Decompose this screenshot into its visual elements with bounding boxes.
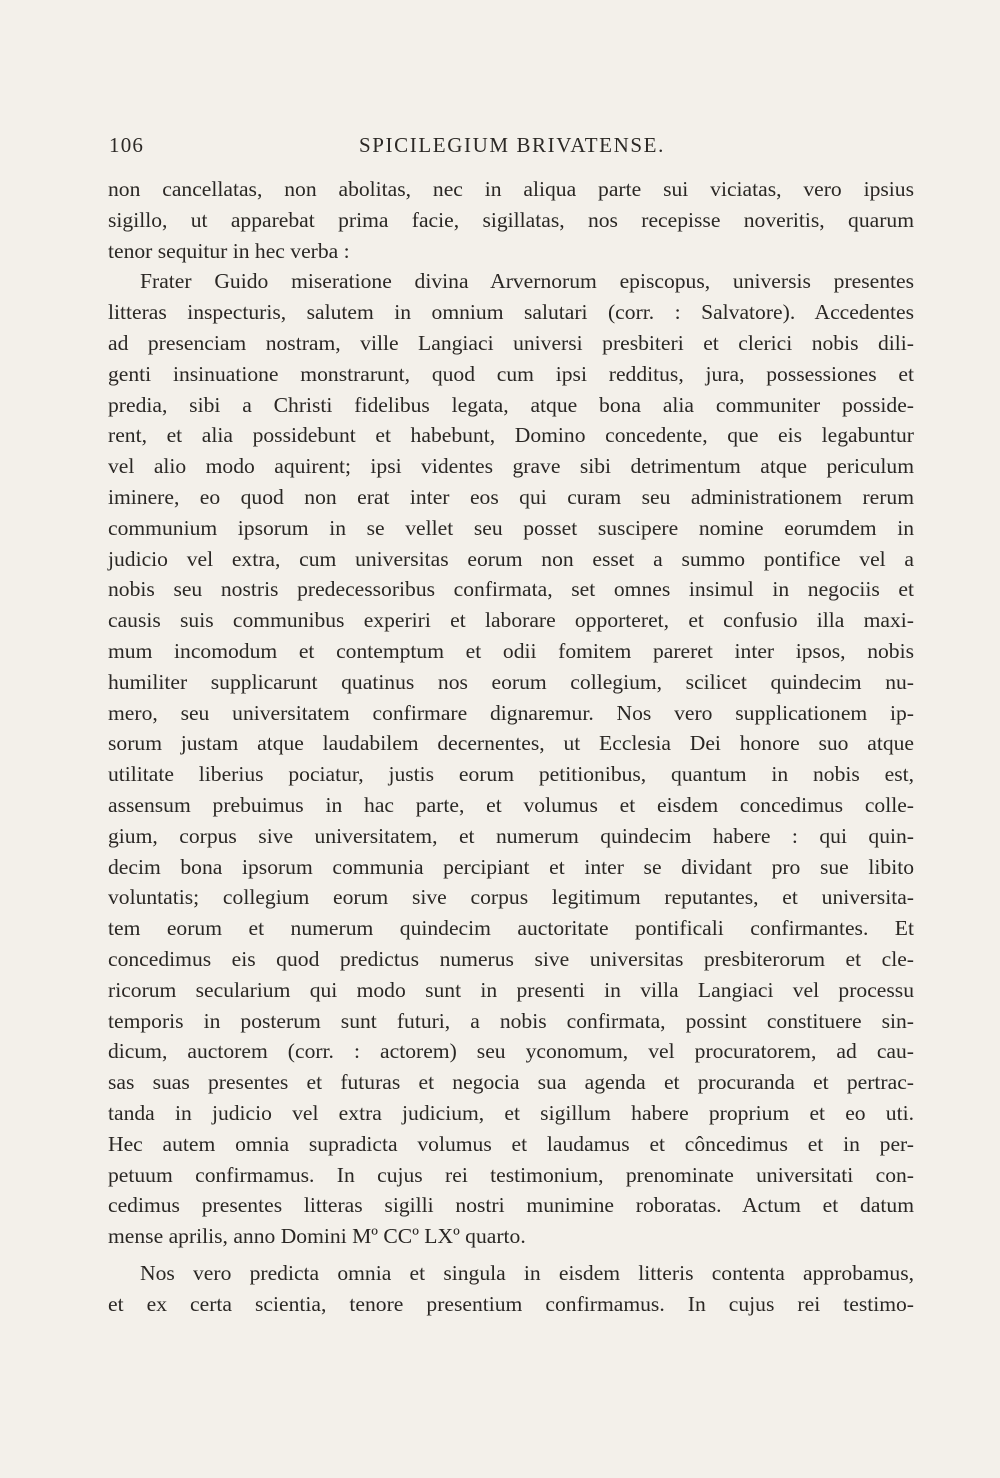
- text-line: ad presenciam nostram, ville Langiaci universi presbiteri et clerici nobis dili-: [108, 330, 914, 355]
- text-line: petuum confirmamus. In cujus rei testimonium, prenominate universitati con-: [108, 1162, 914, 1187]
- text-line: mum incomodum et contemptum et odii fomitem pareret inter ipsos, nobis: [108, 638, 914, 663]
- text-line: concedimus eis quod predictus numerus sive universitas presbiterorum et cle-: [108, 946, 914, 971]
- text-line: mero, seu universitatem confirmare dignaremur. Nos vero supplicationem ip-: [108, 700, 914, 725]
- text-line: humiliter supplicarunt quatinus nos eorum collegium, scilicet quindecim nu-: [108, 669, 914, 694]
- text-line: gium, corpus sive universitatem, et numerum quindecim habere : qui quin-: [108, 823, 914, 848]
- text-line: genti insinuatione monstrarunt, quod cum ipsi redditus, jura, possessiones et: [108, 361, 914, 386]
- text-line: decim bona ipsorum communia percipiant et inter se dividant pro sue libito: [108, 854, 914, 879]
- text-line: mense aprilis, anno Domini Mº CCº LXº quarto.: [108, 1224, 526, 1249]
- text-line: Hec autem omnia supradicta volumus et laudamus et côncedimus et in per-: [108, 1131, 914, 1156]
- text-line: dicum, auctorem (corr. : actorem) seu yconomum, vel procuratorem, ad cau-: [108, 1039, 914, 1064]
- text-line: nobis seu nostris predecessoribus confirmata, set omnes insimul in negociis et: [108, 577, 914, 602]
- paragraph-start-line: Frater Guido miseratione divina Arvernorum episcopus, universis presentes: [140, 269, 914, 294]
- text-line: tanda in judicio vel extra judicium, et sigillum habere proprium et eo uti.: [108, 1100, 914, 1125]
- text-line: et ex certa scientia, tenore presentium confirmamus. In cujus rei testimo-: [108, 1291, 914, 1316]
- text-line: communium ipsorum in se vellet seu posset suscipere nomine eorumdem in: [108, 515, 914, 540]
- running-title: SPICILEGIUM BRIVATENSE.: [359, 133, 665, 157]
- text-line: utilitate liberius pociatur, justis eorum petitionibus, quantum in nobis est,: [108, 762, 914, 787]
- text-line: ricorum secularium qui modo sunt in presenti in villa Langiaci vel processu: [108, 977, 914, 1002]
- text-line: non cancellatas, non abolitas, nec in aliqua parte sui viciatas, vero ipsius: [108, 177, 914, 201]
- page-header: [109, 133, 914, 163]
- text-line: tem eorum et numerum quindecim auctoritate pontificali confirmantes. Et: [108, 916, 914, 941]
- text-line: cedimus presentes litteras sigilli nostri munimine roboratas. Actum et datum: [108, 1193, 914, 1218]
- text-line: litteras inspecturis, salutem in omnium salutari (corr. : Salvatore). Accedentes: [108, 300, 914, 325]
- text-line: vel alio modo aquirent; ipsi videntes grave sibi detrimentum atque periculum: [108, 454, 914, 479]
- text-line: iminere, eo quod non erat inter eos qui curam seu administrationem rerum: [108, 484, 914, 509]
- text-line: rent, et alia possidebunt et habebunt, Domino concedente, que eis legabuntur: [108, 423, 914, 448]
- text-line: predia, sibi a Christi fidelibus legata, atque bona alia communiter posside-: [108, 392, 914, 417]
- text-line: tenor sequitur in hec verba :: [108, 238, 350, 263]
- text-line: causis suis communibus experiri et laborare opporteret, et confusio illa maxi-: [108, 608, 914, 633]
- text-line: judicio vel extra, cum universitas eorum non esset a summo pontifice vel a: [108, 546, 914, 571]
- text-line: sas suas presentes et futuras et negocia sua agenda et procuranda et pertrac-: [108, 1070, 914, 1095]
- text-line: sorum justam atque laudabilem decernentes, ut Ecclesia Dei honore suo atque: [108, 731, 914, 756]
- body-text: [108, 174, 914, 1319]
- paragraph-start-line: Nos vero predicta omnia et singula in eisdem litteris contenta approbamus,: [140, 1260, 914, 1285]
- text-line: sigillo, ut apparebat prima facie, sigillatas, nos recepisse noveritis, quarum: [108, 207, 914, 232]
- page-number: 106: [109, 133, 145, 157]
- text-line: temporis in posterum sunt futuri, a nobis confirmata, possint constituere sin-: [108, 1008, 914, 1033]
- text-line: assensum prebuimus in hac parte, et volumus et eisdem concedimus colle-: [108, 792, 914, 817]
- text-line: voluntatis; collegium eorum sive corpus legitimum reputantes, et universita-: [108, 885, 914, 910]
